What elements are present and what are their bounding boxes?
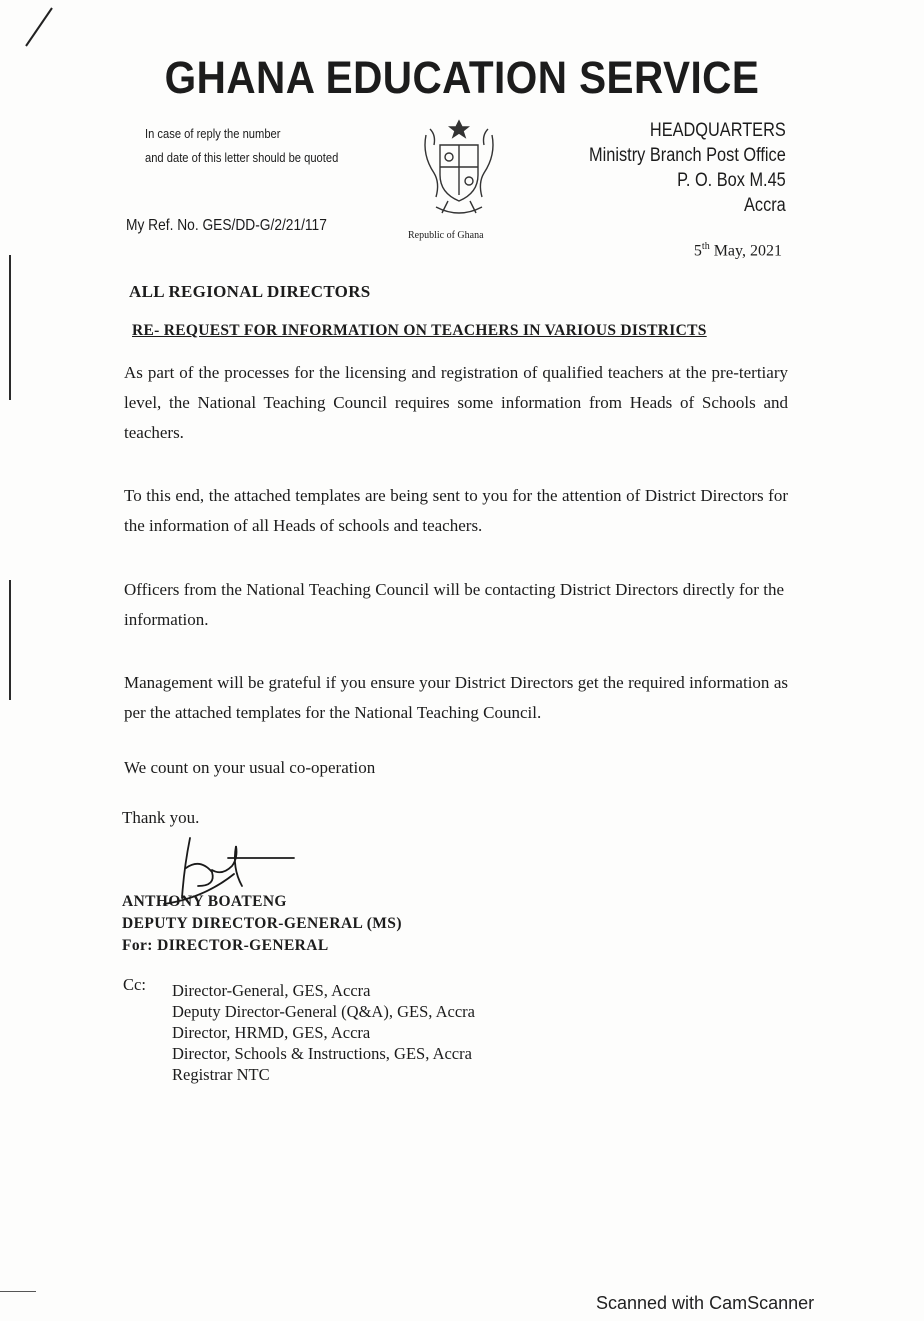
cc-recipient: Director, Schools & Instructions, GES, Accra <box>172 1044 472 1063</box>
cc-recipient-list <box>172 980 475 1085</box>
cc-recipient: Deputy Director-General (Q&A), GES, Accra <box>172 1002 475 1021</box>
body-paragraph: To this end, the attached templates are being sent to you for the attention of District Directors for the information of all Heads of schools and teachers. <box>124 486 788 535</box>
signatory-on-behalf: For: DIRECTOR-GENERAL <box>122 937 329 954</box>
body-paragraph: Management will be grateful if you ensure your District Directors get the required information as per the attached templates for the National Teaching Council. <box>124 673 788 722</box>
scan-edge-left-bottom <box>9 580 11 700</box>
subject-line: RE- REQUEST FOR INFORMATION ON TEACHERS IN VARIOUS DISTRICTS <box>132 322 707 339</box>
letterhead-title: GHANA EDUCATION SERVICE <box>164 52 760 103</box>
closing: Thank you. <box>122 808 200 827</box>
scan-edge-bottom <box>0 1291 36 1292</box>
pen-stroke-mark <box>18 4 58 50</box>
scan-edge-left-top <box>9 255 11 400</box>
cc-recipient: Director-General, GES, Accra <box>172 981 371 1000</box>
cc-label: Cc: <box>123 975 146 994</box>
scanner-watermark: Scanned with CamScanner <box>596 1293 815 1313</box>
reference-number: My Ref. No. GES/DD-G/2/21/117 <box>126 217 327 234</box>
cc-recipient: Director, HRMD, GES, Accra <box>172 1023 371 1042</box>
body-paragraph: Officers from the National Teaching Council will be contacting District Directors directly for the information. <box>124 580 784 629</box>
letter-date: 5th May, 2021 <box>693 241 782 260</box>
office-address: HEADQUARTERS Ministry Branch Post Office P. O. Box M.45 Accra <box>589 120 786 216</box>
signatory-name: ANTHONY BOATENG <box>122 893 287 910</box>
ghana-coat-of-arms-icon <box>418 115 500 220</box>
addressee: ALL REGIONAL DIRECTORS <box>129 282 371 301</box>
reply-instruction: In case of reply the number and date of this letter should be quoted <box>145 126 339 165</box>
signatory-title: DEPUTY DIRECTOR-GENERAL (MS) <box>122 915 402 932</box>
crest-caption: Republic of Ghana <box>408 230 484 241</box>
body-paragraph: As part of the processes for the licensing and registration of qualified teachers at the pre-tertiary level, the National Teaching Council requires some information from Heads of Schools and teachers. <box>124 363 788 442</box>
cc-recipient: Registrar NTC <box>172 1065 270 1084</box>
body-paragraph: We count on your usual co-operation <box>124 758 376 777</box>
